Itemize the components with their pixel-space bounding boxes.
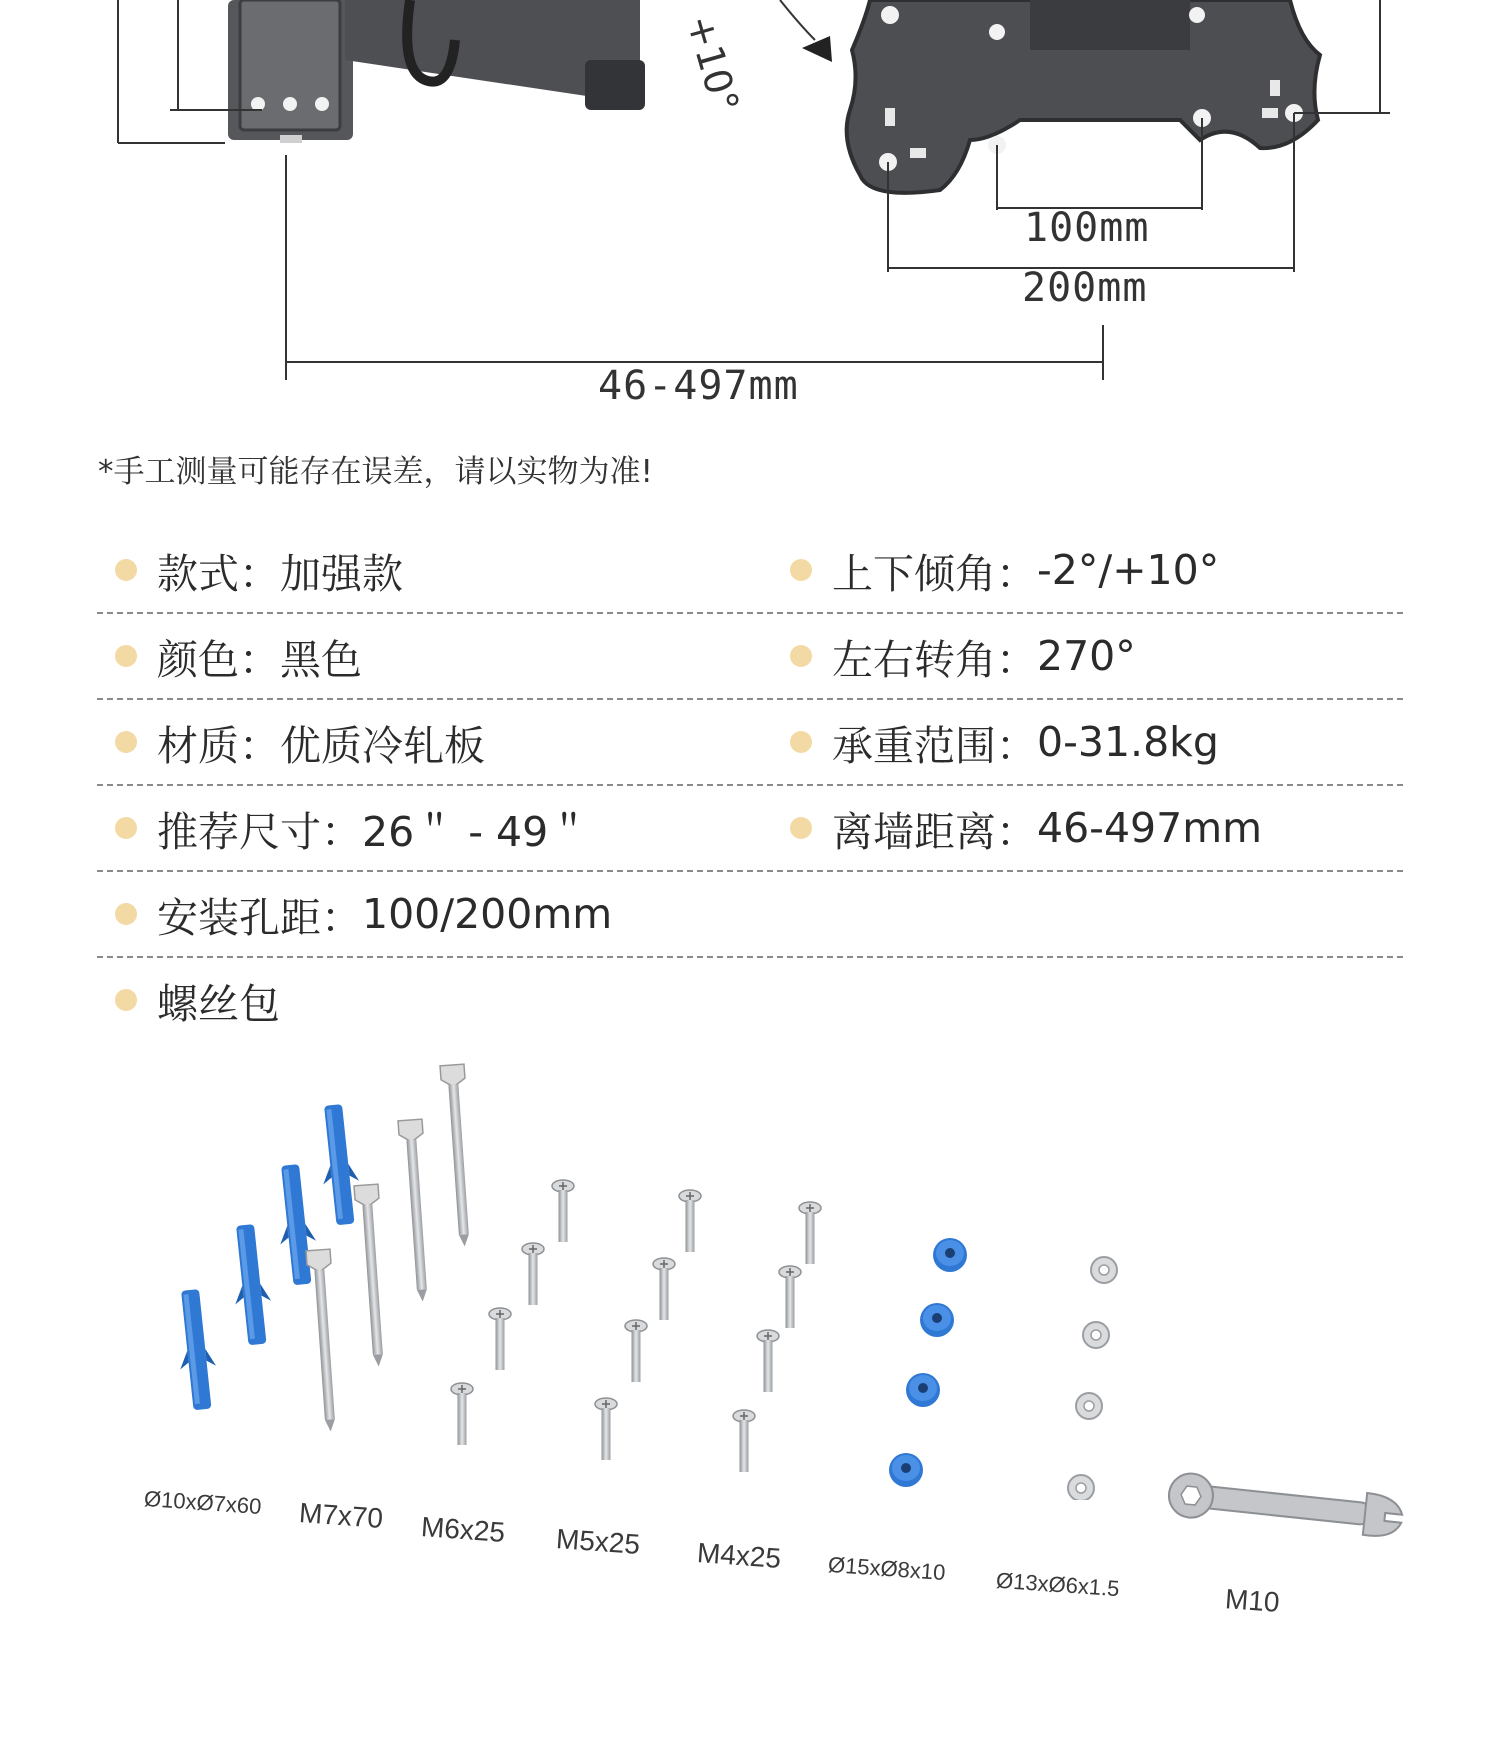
spec-label: 承重范围： — [832, 721, 1037, 770]
spec-label: 款式： — [157, 549, 280, 598]
spec-value: 0-31.8kg — [1037, 718, 1219, 766]
bullet-dot — [115, 903, 137, 925]
part-label-wrench: M10 — [1224, 1583, 1281, 1618]
spec-value: 优质冷轧板 — [280, 721, 485, 770]
spec-value: 26＂ - 49＂ — [362, 807, 590, 856]
spec-item — [115, 872, 612, 956]
spec-label: 颜色： — [157, 635, 280, 684]
wall-anchor-icon — [172, 1103, 363, 1411]
bullet-dot — [790, 559, 812, 581]
part-label-m5: M5x25 — [555, 1523, 642, 1560]
spec-item — [115, 614, 362, 698]
spec-value: 100/200mm — [362, 890, 613, 938]
mount-diagram — [0, 0, 1500, 420]
spec-row — [97, 786, 1403, 872]
spec-value: 黑色 — [280, 635, 362, 684]
vesa-plate-illustration — [847, 0, 1320, 193]
part-label-m4: M4x25 — [696, 1537, 783, 1574]
part-label-washer: Ø13xØ6x1.5 — [995, 1567, 1121, 1602]
spec-value: -2°/+10° — [1037, 546, 1220, 594]
part-label-spacer: Ø15xØ8x10 — [827, 1551, 947, 1586]
dim-100-label: 100mm — [1024, 205, 1150, 251]
spec-row — [97, 958, 1403, 1042]
spec-list — [97, 528, 1403, 1042]
dim-200-label: 200mm — [1022, 265, 1148, 311]
bullet-dot — [115, 731, 137, 753]
bullet-dot — [790, 731, 812, 753]
spec-value: 270° — [1037, 632, 1136, 680]
spec-item — [115, 958, 280, 1042]
bullet-dot — [115, 817, 137, 839]
bullet-dot — [115, 989, 137, 1011]
bullet-dot — [115, 645, 137, 667]
spec-item — [790, 786, 1262, 870]
disclaimer-text: *手工测量可能存在误差，请以实物为准! — [98, 454, 653, 490]
spec-item — [790, 528, 1219, 612]
spec-label: 材质： — [157, 721, 280, 770]
spec-row — [97, 872, 1403, 958]
bullet-dot — [790, 645, 812, 667]
spec-label: 左右转角： — [832, 635, 1037, 684]
wall-bracket-illustration — [228, 0, 645, 143]
spec-row — [97, 700, 1403, 786]
bullet-dot — [115, 559, 137, 581]
tilt-angle-label: +10° — [677, 10, 748, 118]
spec-label: 离墙距离： — [832, 807, 1037, 856]
spec-item — [115, 786, 589, 870]
spec-label: 螺丝包 — [157, 979, 280, 1028]
m5-screw-icon — [595, 1190, 701, 1460]
spec-item — [115, 700, 485, 784]
spec-value: 加强款 — [280, 549, 403, 598]
part-label-anchor: Ø10xØ7x60 — [143, 1485, 263, 1520]
spec-label: 安装孔距： — [157, 893, 362, 942]
spec-row — [97, 528, 1403, 614]
spec-label: 上下倾角： — [832, 549, 1037, 598]
part-label-m6: M6x25 — [420, 1511, 507, 1548]
spec-row — [97, 614, 1403, 700]
spec-label: 推荐尺寸： — [157, 807, 362, 856]
screw-pack-illustration — [0, 1040, 1500, 1500]
spec-value: 46-497mm — [1037, 804, 1263, 852]
spec-item — [115, 528, 403, 612]
m6-screw-icon — [451, 1180, 574, 1445]
m4-screw-icon — [733, 1202, 821, 1472]
dim-depth-label: 46-497mm — [598, 363, 799, 409]
spec-item — [790, 700, 1219, 784]
spacer-icon — [889, 1238, 967, 1487]
bullet-dot — [790, 817, 812, 839]
washer-icon — [1068, 1257, 1117, 1500]
spec-item — [790, 614, 1136, 698]
wrench-icon — [1150, 1455, 1430, 1565]
part-label-m7: M7x70 — [298, 1497, 385, 1534]
